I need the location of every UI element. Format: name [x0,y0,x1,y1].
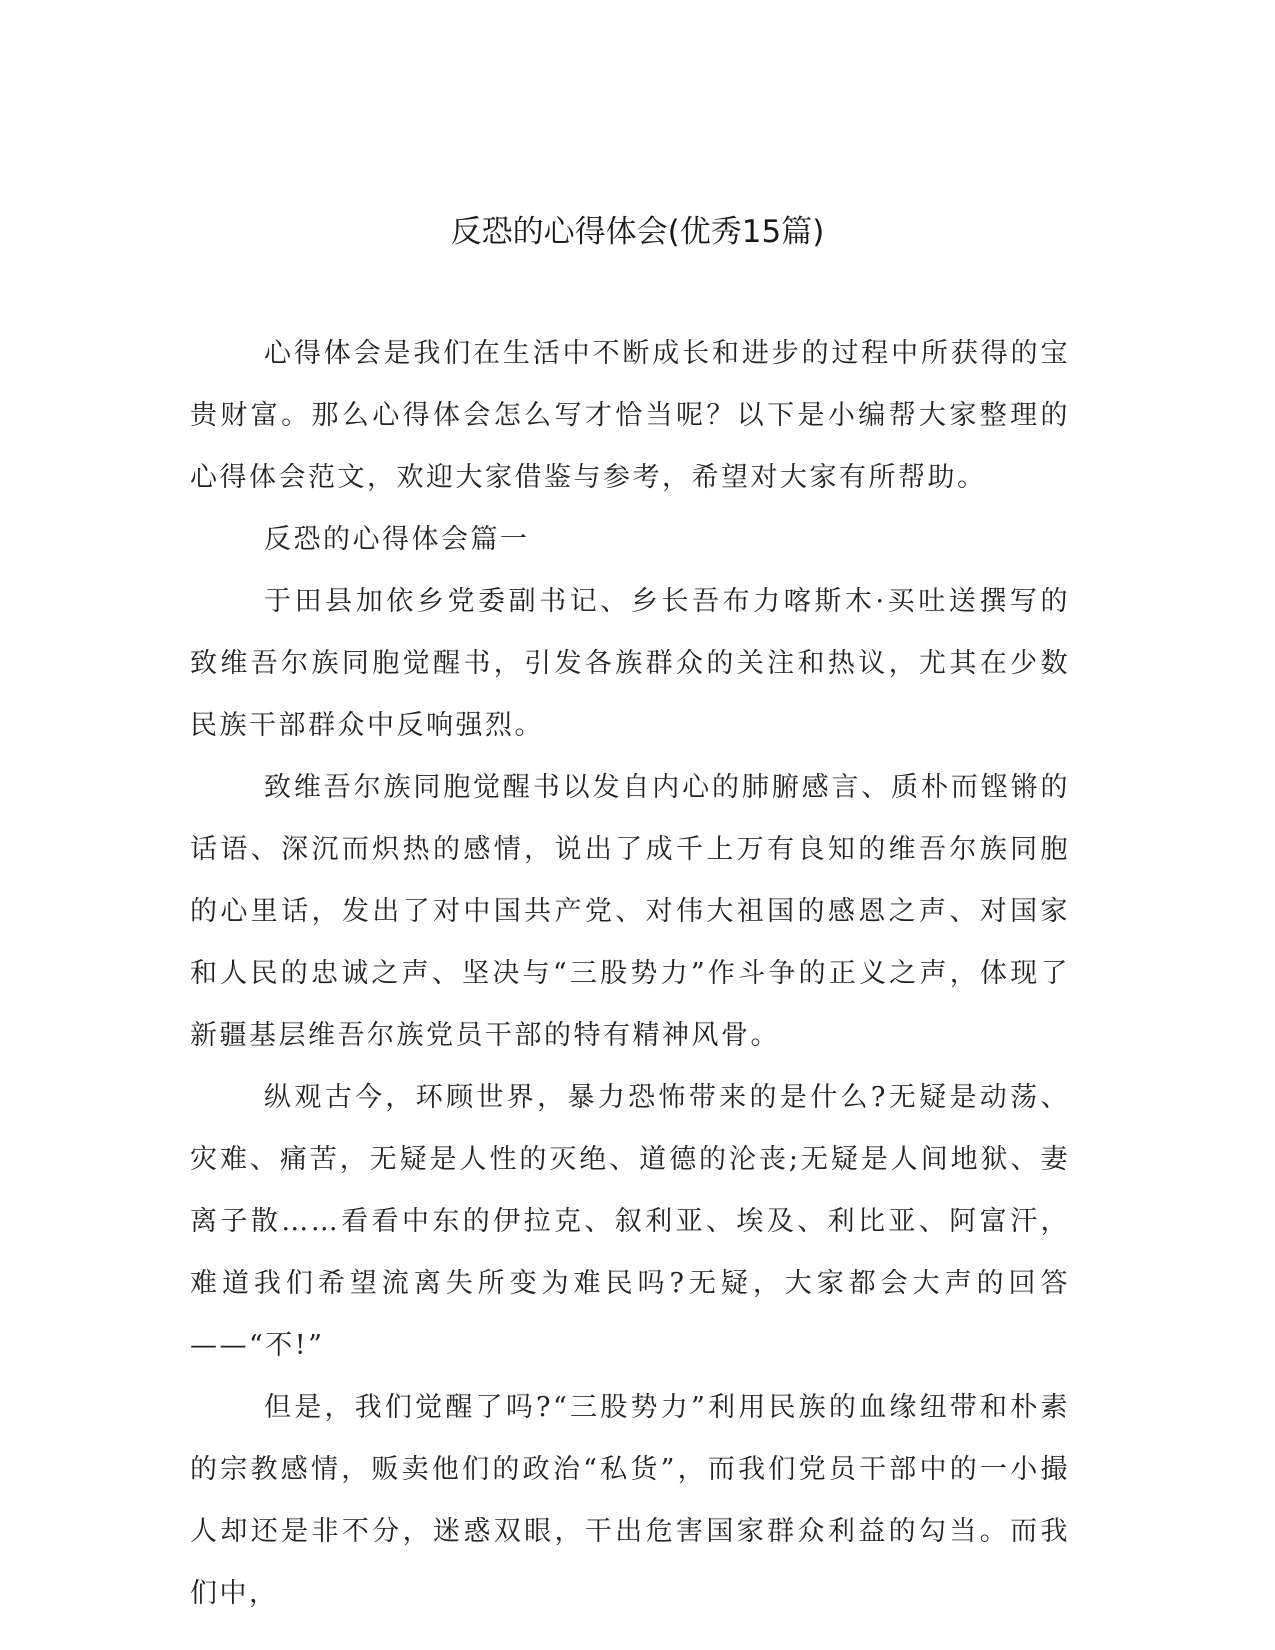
document-title: 反恐的心得体会(优秀15篇) [450,214,825,250]
paragraph: 纵观古今，环顾世界，暴力恐怖带来的是什么?无疑是动荡、灾难、痛苦，无疑是人性的灭绝、道德的沦丧;无疑是人间地狱、妻离子散……看看中东的伊拉克、叙利亚、埃及、利比亚、阿富汗，难道我们希望流离失所变为难民吗?无疑，大家都会大声的回答——“不!” [190,1082,1070,1361]
document-body [190,323,1070,1625]
section-heading: 反恐的心得体会篇一 [264,524,530,555]
paragraph-intro: 心得体会是我们在生活中不断成长和进步的过程中所获得的宝贵财富。那么心得体会怎么写才恰当呢？以下是小编帮大家整理的心得体会范文，欢迎大家借鉴与参考，希望对大家有所帮助。 [190,338,1070,493]
paragraph: 于田县加依乡党委副书记、乡长吾布力喀斯木·买吐送撰写的致维吾尔族同胞觉醒书，引发各族群众的关注和热议，尤其在少数民族干部群众中反响强烈。 [190,586,1070,741]
paragraph: 但是，我们觉醒了吗?“三股势力”利用民族的血缘纽带和朴素的宗教感情，贩卖他们的政治“私货”，而我们党员干部中的一小撮人却还是非不分，迷惑双眼，干出危害国家群众利益的勾当。而我们中， [190,1392,1070,1609]
paragraph: 致维吾尔族同胞觉醒书以发自内心的肺腑感言、质朴而铿锵的话语、深沉而炽热的感情，说出了成千上万有良知的维吾尔族同胞的心里话，发出了对中国共产党、对伟大祖国的感恩之声、对国家和人民的忠诚之声、坚决与“三股势力”作斗争的正义之声，体现了新疆基层维吾尔族党员干部的特有精神风骨。 [190,772,1070,1051]
